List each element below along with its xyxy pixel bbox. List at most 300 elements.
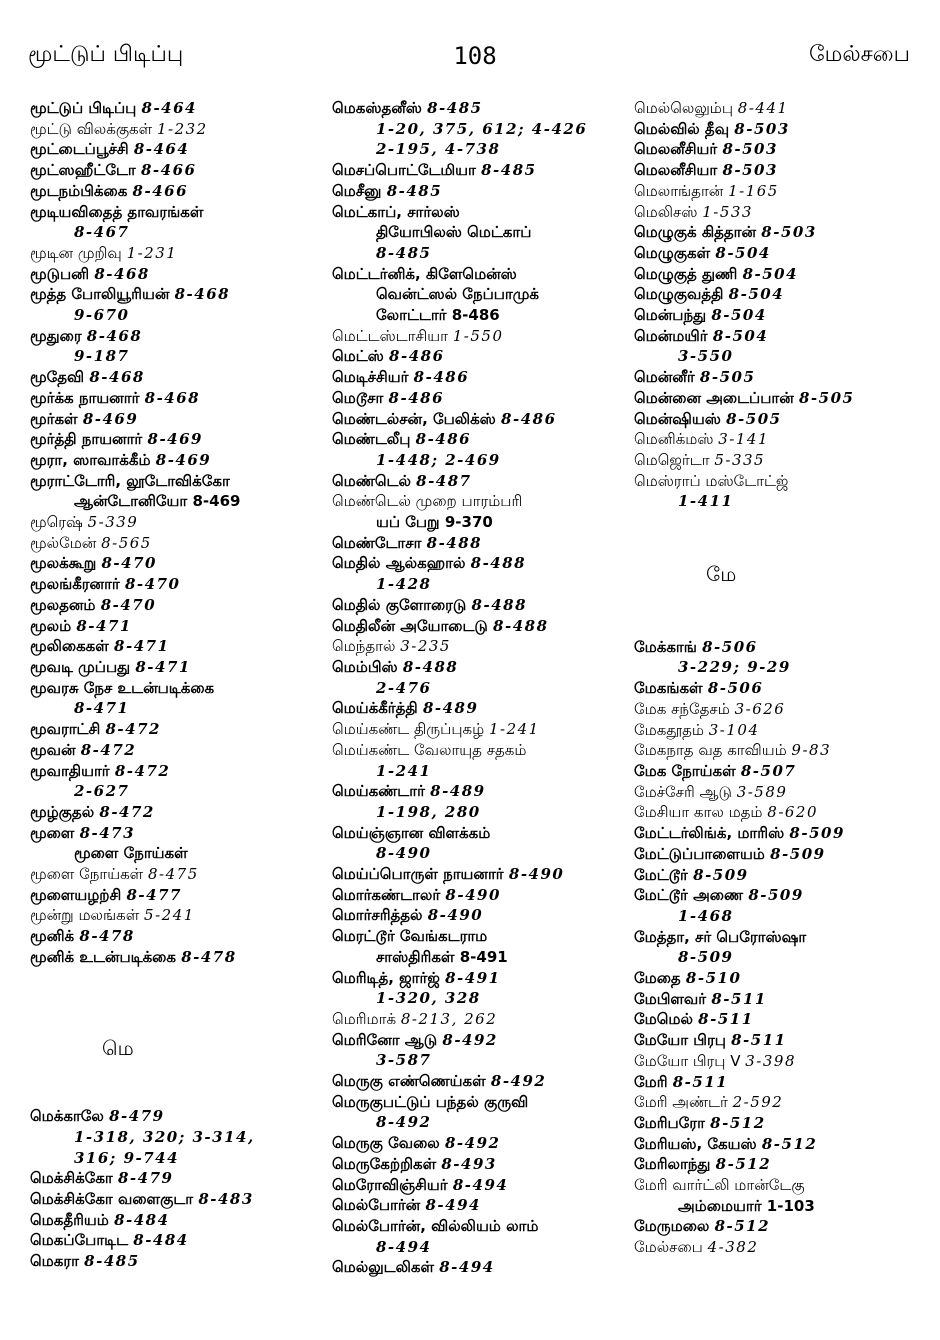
entry-reference: 1-550 [452, 326, 504, 345]
entry-reference: 8-469 [147, 430, 203, 449]
entry-reference: 8-478 [79, 927, 135, 946]
spacer [30, 968, 325, 1038]
entry-reference: 8-470 [101, 554, 157, 573]
entry-reference: 8-470 [125, 575, 181, 594]
entry-reference: 8-512 [714, 1217, 771, 1236]
entry-reference: 8-488 [471, 595, 528, 614]
entry-term: மெரட்டூர் வேங்கடராம [332, 927, 488, 946]
index-entry [634, 720, 934, 741]
entry-reference: 5-241 [144, 906, 195, 925]
entry-term: மூதுரை [30, 326, 82, 345]
entry-term: மெண்டல்சன், பேலிக்ஸ் [332, 409, 496, 428]
index-entry [30, 119, 325, 140]
entry-reference-continuation: 3-587 [376, 1051, 432, 1070]
entry-term: மெடூசா [332, 388, 384, 407]
entry-text-continuation [332, 284, 632, 305]
entry-term: மூதேவி [30, 368, 85, 387]
entry-term-continued: சாஸ்திரிகள் [376, 947, 455, 966]
entry-term: மூலதனம் [30, 595, 96, 614]
entry-term: மூராட்டோரி, லூடோவிக்கோ [30, 471, 230, 490]
index-entry [332, 98, 632, 119]
entry-term: மெய்க்கீர்த்தி [332, 699, 418, 718]
index-entry [634, 222, 934, 243]
index-entry [30, 243, 325, 264]
entry-reference-continuation: 8-490 [376, 844, 432, 863]
entry-reference: 8-503 [722, 161, 778, 180]
entry-term: மேட்டூர் [634, 865, 688, 884]
entry-term: மூளை நோய்கள் [30, 865, 144, 884]
entry-term: மெகரா [30, 1252, 79, 1271]
entry-term: மெருகு வேலை [332, 1134, 440, 1153]
entry-term-continued: யப் பேறு [376, 513, 440, 532]
index-entry [634, 139, 934, 160]
section-heading: மே [706, 562, 737, 587]
index-entry [332, 202, 632, 223]
entry-reference: 8-472 [105, 720, 161, 739]
index-entry [30, 553, 325, 574]
entry-reference-continuation: 8-509 [678, 948, 734, 967]
entry-term: மூலம் [30, 616, 72, 635]
entry-reference: 8-620 [767, 803, 819, 822]
index-entry [30, 616, 325, 637]
index-entry [332, 698, 632, 719]
index-entry [30, 574, 325, 595]
entry-term: மூனிக் [30, 927, 75, 946]
index-entry [30, 326, 325, 347]
entry-reference: 8-512 [715, 1155, 772, 1174]
entry-term: மூல்மேன் [30, 533, 97, 552]
index-entry [634, 388, 934, 409]
index-entry [634, 761, 934, 782]
entry-term-continued: வென்ட்ஸல் நேப்பாமுக் [376, 285, 539, 304]
entry-reference: 4-382 [707, 1238, 759, 1257]
index-entry [634, 927, 934, 948]
entry-reference: 8-509 [693, 865, 749, 884]
entry-term: மெரிமாக் [332, 1009, 397, 1028]
entry-term: மெழுகுவத்தி [634, 285, 724, 304]
entry-reference: 8-472 [99, 802, 155, 821]
entry-reference: 8-511 [672, 1072, 729, 1091]
index-entry [634, 1072, 934, 1093]
entry-term: மெதில் ஆல்கஹால் [332, 554, 466, 573]
entry-term: மென்னீர் [634, 368, 695, 387]
entry-reference: 8-494 [452, 1175, 509, 1194]
entry-reference: 8-505 [726, 409, 782, 428]
entry-term: மேமெல் [634, 1010, 693, 1029]
entry-reference: 8-512 [710, 1113, 766, 1132]
entry-term: மேருமலை [634, 1217, 710, 1236]
index-entry [30, 284, 325, 305]
entry-term: மூரெஷ் [30, 513, 83, 532]
entry-term: மூடநம்பிக்கை [30, 181, 128, 200]
entry-term: மூவாதியார் [30, 761, 110, 780]
index-entry [634, 119, 934, 140]
section-heading: மெ [102, 1035, 134, 1060]
index-entry [634, 1009, 934, 1030]
index-entry [30, 678, 325, 699]
index-entry [332, 926, 632, 947]
index-column-1 [30, 98, 325, 1272]
entry-term: மூர்க்க நாயனார் [30, 388, 140, 407]
index-entry [30, 595, 325, 616]
entry-term: மேரி அண்டர் [634, 1093, 728, 1112]
entry-reference: 3-104 [708, 720, 760, 739]
index-entry [332, 1030, 632, 1051]
entry-reference: 1-165 [728, 181, 779, 200]
entry-text-continuation [30, 491, 325, 512]
entry-reference-continuation: 3-550 [678, 347, 734, 366]
entry-term: மெய்கண்ட திருப்புகழ் [332, 720, 485, 739]
page-number: 108 [453, 42, 497, 70]
index-entry [634, 844, 934, 865]
entry-term: மூலங்கீரனார் [30, 575, 120, 594]
entry-term: மொர்கண்டாலர் [332, 885, 441, 904]
index-entry [30, 885, 325, 906]
entry-term: மேதை [634, 969, 681, 988]
entry-term: மெண்டலீபு [332, 430, 411, 449]
entry-reference: 8-565 [101, 533, 152, 552]
index-entry [332, 491, 632, 512]
index-entry [30, 1106, 325, 1127]
entry-term: மெருகு எண்ணெய்கள் [332, 1072, 486, 1091]
entry-term: மூரா, ஸாவாக்கீம் [30, 450, 151, 469]
index-entry [332, 1216, 632, 1237]
entry-reference: 8-505 [699, 368, 756, 387]
entry-reference: 8-488 [426, 533, 483, 552]
entry-reference: 3-141 [718, 430, 769, 449]
index-entry [332, 657, 632, 678]
entry-reference: 8-486 [389, 347, 445, 366]
entry-reference: 8-479 [109, 1107, 165, 1126]
index-entry [30, 864, 325, 885]
index-entry [634, 1134, 934, 1155]
entry-term: மெஸ்ராப் மஸ்டோட்ஜ் [634, 471, 789, 490]
entry-reference: 8-493 [441, 1154, 497, 1173]
entry-term: மென்பந்து [634, 306, 707, 325]
index-entry [332, 1092, 632, 1113]
entry-reference: 1-103 [766, 1196, 815, 1215]
entry-reference: 8-486 [451, 306, 500, 325]
entry-reference: 8-471 [76, 616, 132, 635]
entry-term: மெரினோ ஆடு [332, 1030, 438, 1049]
index-entry [332, 740, 632, 761]
entry-term: மெம்பிஸ் [332, 657, 398, 676]
index-entry [634, 802, 934, 823]
index-entry [634, 202, 934, 223]
entry-term: மூனிக் உடன்படிக்கை [30, 947, 176, 966]
entry-term: மூன்று மலங்கள் [30, 906, 140, 925]
entry-term: மூலக்கூறு [30, 554, 97, 573]
index-entry [634, 865, 934, 886]
entry-term: மெலாங்தான் [634, 181, 724, 200]
entry-reference: 8-506 [702, 637, 758, 656]
entry-reference: 9-370 [444, 513, 493, 532]
index-entry [332, 595, 632, 616]
entry-term: மெண்டெல் [332, 471, 411, 490]
index-entry [634, 326, 934, 347]
index-entry [332, 326, 632, 347]
index-entry [634, 637, 934, 658]
entry-text-continuation [332, 512, 632, 533]
entry-reference-continuation: 1-320, 328 [376, 989, 481, 1008]
entry-term: மெருகேற்றிகள் [332, 1154, 437, 1173]
entry-term: மெனிக்மஸ் [634, 430, 714, 449]
entry-reference-continuation: 3-229; 9-29 [678, 658, 791, 677]
index-entry [634, 305, 934, 326]
entry-term: மேபிளவர் [634, 989, 707, 1008]
entry-reference: 8-504 [742, 264, 799, 283]
entry-reference: 8-486 [388, 388, 445, 407]
entry-reference: 8-469 [155, 450, 212, 469]
entry-reference-continuation: 1-468 [678, 906, 734, 925]
index-entry [634, 989, 934, 1010]
entry-term: மூடின முறிவு [30, 243, 122, 262]
entry-term: மெய்ஞ்ஞான விளக்கம் [332, 823, 491, 842]
index-entry [332, 1009, 632, 1030]
entry-term: மெய்கண்ட வேலாயுத சதகம் [332, 740, 527, 759]
index-entry [634, 1154, 934, 1175]
entry-term: மெந்தால் [332, 637, 396, 656]
entry-reference: 8-511 [711, 989, 767, 1008]
entry-reference: 8-494 [425, 1196, 481, 1215]
entry-reference-continuation: 2-195, 4-738 [376, 140, 501, 159]
entry-reference: 8-479 [118, 1169, 174, 1188]
entry-term: மேரிபரோ [634, 1113, 705, 1132]
entry-reference: 5-335 [714, 450, 766, 469]
entry-text-continuation [332, 305, 632, 326]
entry-reference-continuation: 1-241 [376, 761, 432, 780]
entry-reference: 8-485 [481, 161, 537, 180]
entry-text-continuation [332, 947, 632, 968]
index-entry [332, 346, 632, 367]
index-entry [30, 905, 325, 926]
index-entry [634, 678, 934, 699]
index-entry [332, 636, 632, 657]
entry-reference: 8-503 [722, 140, 778, 159]
entry-term: மூளை [30, 823, 75, 842]
entry-reference: 8-468 [86, 326, 143, 345]
index-entry [332, 367, 632, 388]
entry-reference-continuation: 8-485 [376, 243, 432, 262]
entry-reference: 8-511 [731, 1031, 787, 1050]
entry-reference: 8-509 [770, 844, 826, 863]
entry-reference: 8-468 [89, 368, 145, 387]
entry-reference: 8-506 [707, 679, 764, 698]
entry-reference: 8-468 [174, 285, 231, 304]
entry-text-continuation [30, 843, 325, 864]
index-entry [30, 160, 325, 181]
entry-reference: 1-232 [156, 119, 208, 138]
entry-reference: 8-466 [132, 181, 189, 200]
entry-term: மெரோவிஞ்சியர் [332, 1175, 448, 1194]
index-entry [332, 533, 632, 554]
entry-reference: 9-83 [791, 741, 832, 760]
entry-reference-continuation: 1-198, 280 [376, 802, 481, 821]
index-entry [30, 1210, 325, 1231]
index-entry [30, 202, 325, 223]
index-entry [634, 450, 934, 471]
entry-term: மேட்டர்லிங்க், மாரிஸ் [634, 824, 785, 843]
index-entry [634, 968, 934, 989]
entry-term: மேட்டுப்பாளையம் [634, 844, 765, 863]
entry-reference: 8-464 [133, 140, 190, 159]
entry-reference-continuation: 1-448; 2-469 [376, 450, 501, 469]
index-entry [634, 160, 934, 181]
spacer [30, 1058, 325, 1106]
entry-reference: 8-494 [439, 1258, 495, 1277]
index-entry [332, 719, 632, 740]
index-entry [30, 450, 325, 471]
index-entry [634, 471, 934, 492]
entry-reference: 8-503 [734, 119, 790, 138]
index-entry [30, 1189, 325, 1210]
entry-reference: 8-505 [799, 388, 855, 407]
index-entry [30, 1230, 325, 1251]
entry-reference: 8-491 [459, 947, 508, 966]
index-column-2 [332, 98, 632, 1278]
index-entry [332, 968, 632, 989]
entry-reference: 8-491 [445, 968, 501, 987]
entry-term: மூர்த்தி நாயனார் [30, 430, 143, 449]
entry-reference: 8-485 [84, 1252, 140, 1271]
index-entry [332, 905, 632, 926]
running-head-right: மேல்சபை [809, 42, 910, 67]
index-entry [332, 1195, 632, 1216]
index-entry [634, 699, 934, 720]
entry-term: மென்ஷியஸ் [634, 409, 721, 428]
index-entry [634, 823, 934, 844]
entry-term: மேக சந்தேசம் [634, 699, 730, 718]
entry-term-continued: மூளை நோய்கள் [74, 844, 188, 863]
index-entry [332, 885, 632, 906]
entry-reference: 8-511 [698, 1010, 754, 1029]
entry-term: மேகநாத வத காவியம் [634, 741, 787, 760]
entry-term: மெட்காப், சார்லஸ் [332, 202, 460, 221]
entry-reference: 8-466 [140, 161, 197, 180]
entry-reference-continuation: 9-187 [74, 347, 130, 366]
index-entry [332, 781, 632, 802]
index-entry [30, 719, 325, 740]
index-entry [30, 98, 325, 119]
entry-term: மேயோ பிரபு [634, 1031, 726, 1050]
entry-reference: 8-504 [711, 306, 767, 325]
entry-term: மேகங்கள் [634, 679, 703, 698]
entry-reference: 8-486 [413, 368, 470, 387]
entry-reference: 8-475 [148, 865, 199, 884]
index-entry [332, 864, 632, 885]
entry-reference: 1-241 [488, 720, 540, 739]
entry-reference: 8-469 [192, 492, 241, 511]
index-entry [634, 1030, 934, 1051]
entry-reference-continuation: 1-20, 375, 612; 4-426 [376, 119, 588, 138]
entry-reference: 8-441 [737, 99, 789, 117]
entry-term: மெழுகுத் துணி [634, 264, 738, 283]
entry-term: மெய்கண்டார் [332, 782, 425, 801]
entry-term: மூவரசு நேச உடன்படிக்கை [30, 678, 215, 697]
entry-term: மென்மயிர் [634, 326, 708, 345]
index-entry [30, 409, 325, 430]
entry-reference: 8-472 [114, 761, 171, 780]
index-entry [30, 657, 325, 678]
index-entry [634, 782, 934, 803]
index-entry [332, 553, 632, 574]
entry-term-continued: அம்மையார் [678, 1196, 762, 1215]
entry-term: மெதிலீன் அயோடைடு [332, 616, 488, 635]
entry-text-continuation [634, 1196, 934, 1217]
index-entry [332, 388, 632, 409]
index-entry [332, 1071, 632, 1092]
entry-term-continued: லோட்டார் [376, 306, 447, 325]
index-entry [30, 512, 325, 533]
entry-reference: 8-490 [427, 906, 484, 925]
entry-reference: 2-592 [732, 1093, 784, 1112]
entry-term: மூட்டு விலக்குகள் [30, 119, 153, 138]
entry-reference-continuation: 9-670 [74, 306, 130, 325]
entry-text-continuation [332, 222, 632, 243]
entry-term: மெஜெர்டா [634, 450, 710, 469]
entry-term: மூத்த போலியூரியன் [30, 285, 170, 304]
index-entry [634, 1237, 934, 1258]
index-entry [634, 1216, 934, 1237]
entry-reference: 8-487 [416, 471, 472, 490]
entry-term: மூழ்குதல் [30, 802, 95, 821]
entry-term: மூவன் [30, 740, 76, 759]
entry-term: மெகஸ்தனீஸ் [332, 99, 422, 117]
entry-term: மெலனீசியர் [634, 140, 718, 159]
index-entry [332, 471, 632, 492]
index-entry [30, 1251, 325, 1272]
entry-term: மெக்காலே [30, 1107, 104, 1126]
entry-reference: 8-468 [144, 388, 201, 407]
index-entry [634, 885, 934, 906]
entry-reference: 8-484 [114, 1210, 170, 1229]
index-entry [30, 947, 325, 968]
entry-term: மெண்டெல் முறை பாரம்பரி [332, 492, 523, 511]
entry-term: மொர்சரித்தல் [332, 906, 423, 925]
entry-term: மெய்ப்பொருள் நாயனார் [332, 865, 504, 884]
entry-reference: 8-509 [748, 886, 804, 905]
index-entry [634, 181, 934, 202]
entry-term: மெசீனு [332, 181, 382, 200]
index-entry [332, 429, 632, 450]
entry-term: மூர்கள் [30, 409, 78, 428]
entry-reference: 8-471 [135, 657, 191, 676]
entry-term: மெலனீசியா [634, 161, 718, 180]
entry-term: மெகதீரியம் [30, 1210, 109, 1229]
entry-term-continued: ஆன்டோனியோ [74, 492, 188, 511]
entry-reference: 8-490 [445, 885, 501, 904]
entry-reference: 3-235 [400, 637, 451, 656]
entry-reference: 8-492 [445, 1134, 501, 1153]
index-entry [634, 1051, 934, 1072]
index-entry [30, 471, 325, 492]
index-entry [634, 409, 934, 430]
entry-reference: 8-504 [712, 326, 769, 345]
entry-term: மேட்டூர் அணை [634, 886, 744, 905]
entry-term: மேரி வார்ட்லி மான்டேகு [634, 1176, 805, 1195]
entry-reference: 8-509 [789, 824, 845, 843]
entry-term: மேரியஸ், கேயஸ் [634, 1134, 757, 1153]
entry-reference: 8-477 [126, 885, 182, 904]
entry-reference: 8-503 [761, 223, 817, 242]
entry-reference-continuation: 1-318, 320; 3-314, [74, 1127, 255, 1146]
entry-reference: 8-486 [415, 430, 472, 449]
index-entry [634, 98, 934, 119]
entry-reference: 1-533 [702, 202, 753, 221]
entry-term: மென்னை அடைப்பான் [634, 388, 794, 407]
entry-term: மெல்லுடலிகள் [332, 1258, 434, 1277]
entry-term: மூலிகைகள் [30, 637, 109, 656]
